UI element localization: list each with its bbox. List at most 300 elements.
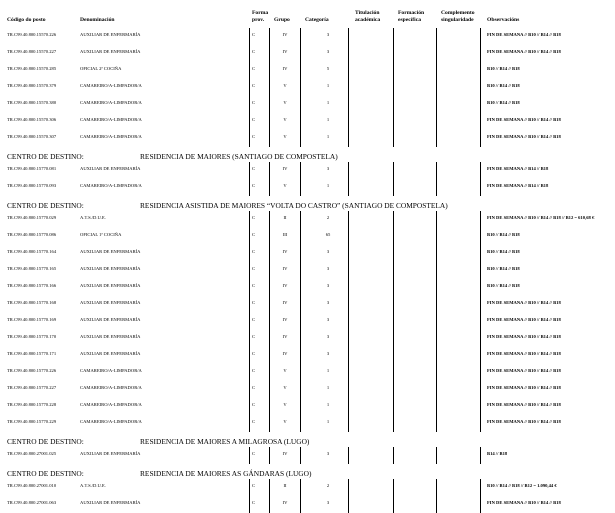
section-name: RESIDENCIA DE MAIORES AS GÁNDARAS (LUGO) xyxy=(140,469,312,478)
column-divider xyxy=(480,162,481,179)
post-denomination: AUXILIAR DE ENFERMARÍA xyxy=(80,249,141,254)
column-divider xyxy=(348,62,349,79)
column-divider xyxy=(436,113,437,130)
column-divider xyxy=(348,28,349,45)
column-divider xyxy=(393,262,394,279)
post-grupo: V xyxy=(283,419,287,424)
column-divider xyxy=(249,130,250,147)
column-divider xyxy=(300,347,301,364)
column-divider xyxy=(269,398,270,415)
post-observacions: FIN DE SEMANA // B10 // B14 // B18 xyxy=(487,117,561,122)
column-divider xyxy=(348,96,349,113)
post-denomination: CAMAREIRO/A-LIMPADOR/A xyxy=(80,117,142,122)
table-row xyxy=(0,496,615,513)
column-divider xyxy=(249,330,250,347)
post-observacions: FIN DE SEMANA // B10 // B14 // B18 xyxy=(487,317,561,322)
post-forma: C xyxy=(252,66,256,71)
column-divider xyxy=(249,415,250,432)
column-divider xyxy=(436,162,437,179)
table-row xyxy=(0,79,615,96)
post-observacions: FIN DE SEMANA // B10 // B14 // B18 xyxy=(487,134,561,139)
post-categoria: 3 xyxy=(326,49,330,54)
post-categoria: 3 xyxy=(326,500,330,505)
header-titulacion-l2: académica xyxy=(355,17,381,23)
post-categoria: 1 xyxy=(326,83,330,88)
header-formacion-l1: Formación xyxy=(398,10,425,16)
post-code: TR.C99.40.800.27001.063 xyxy=(7,500,57,505)
column-divider xyxy=(249,113,250,130)
post-denomination: AUXILIAR DE ENFERMARÍA xyxy=(80,451,141,456)
post-code: TR.C99.40.800.27001.025 xyxy=(7,451,57,456)
table-row xyxy=(0,313,615,330)
column-divider xyxy=(393,228,394,245)
post-code: TR.C99.40.800.15770.029 xyxy=(7,215,57,220)
column-divider xyxy=(393,415,394,432)
section-name: RESIDENCIA DE MAIORES (SANTIAGO DE COMPOSTELA) xyxy=(140,152,338,161)
column-divider xyxy=(269,313,270,330)
post-grupo: II xyxy=(283,483,287,488)
post-denomination: AUXILIAR DE ENFERMARÍA xyxy=(80,500,141,505)
column-divider xyxy=(393,347,394,364)
column-divider xyxy=(480,262,481,279)
post-grupo: IV xyxy=(282,500,288,505)
section-label: CENTRO DE DESTINO: xyxy=(7,152,84,161)
post-categoria: 3 xyxy=(326,283,330,288)
table-row xyxy=(0,162,615,179)
column-divider xyxy=(348,130,349,147)
post-forma: C xyxy=(252,385,256,390)
column-divider xyxy=(393,279,394,296)
post-denomination: CAMAREIRO/A-LIMPADOR/A xyxy=(80,402,142,407)
post-categoria: 3 xyxy=(326,266,330,271)
post-forma: C xyxy=(252,402,256,407)
post-grupo: IV xyxy=(282,249,288,254)
column-divider xyxy=(348,79,349,96)
column-divider xyxy=(300,79,301,96)
post-categoria: 3 xyxy=(326,249,330,254)
post-grupo: IV xyxy=(282,317,288,322)
column-divider xyxy=(436,130,437,147)
column-divider xyxy=(480,398,481,415)
column-divider xyxy=(436,347,437,364)
post-denomination: CAMAREIRO/A-LIMPADOR/A xyxy=(80,83,142,88)
column-divider xyxy=(480,447,481,464)
post-observacions: FIN DE SEMANA // B10 // B14 // B18 // B12 = 610,68 € xyxy=(487,215,595,220)
column-divider xyxy=(269,45,270,62)
post-forma: C xyxy=(252,283,256,288)
column-divider xyxy=(269,262,270,279)
table-row xyxy=(0,364,615,381)
post-observacions: B10 // B14 // B18 xyxy=(487,283,520,288)
post-grupo: IV xyxy=(282,49,288,54)
column-divider xyxy=(249,347,250,364)
column-divider xyxy=(480,496,481,513)
column-divider xyxy=(348,447,349,464)
post-forma: C xyxy=(252,232,256,237)
post-observacions: FIN DE SEMANA // B10 // B14 // B18 xyxy=(487,334,561,339)
column-divider xyxy=(300,313,301,330)
post-categoria: 3 xyxy=(326,32,330,37)
column-divider xyxy=(393,245,394,262)
column-divider xyxy=(436,262,437,279)
post-forma: C xyxy=(252,49,256,54)
column-divider xyxy=(249,211,250,228)
post-observacions: FIN DE SEMANA // B10 // B14 // B18 xyxy=(487,351,561,356)
column-divider xyxy=(269,162,270,179)
column-divider xyxy=(348,262,349,279)
column-divider xyxy=(480,479,481,496)
header-formacion-l2: específica xyxy=(398,17,421,23)
column-divider xyxy=(348,45,349,62)
post-denomination: OFICIAL 1ª COCIÑA xyxy=(80,232,122,237)
post-observacions: B10 // B14 // B18 xyxy=(487,66,520,71)
column-divider xyxy=(436,364,437,381)
post-forma: C xyxy=(252,351,256,356)
post-grupo: IV xyxy=(282,300,288,305)
column-divider xyxy=(480,211,481,228)
column-divider xyxy=(348,381,349,398)
column-divider xyxy=(348,347,349,364)
column-divider xyxy=(393,79,394,96)
post-observacions: FIN DE SEMANA // B14 // B18 xyxy=(487,183,549,188)
column-divider xyxy=(249,179,250,196)
column-divider xyxy=(300,130,301,147)
column-divider xyxy=(393,211,394,228)
post-forma: C xyxy=(252,134,256,139)
column-divider xyxy=(393,62,394,79)
post-grupo: V xyxy=(283,402,287,407)
column-divider xyxy=(249,364,250,381)
table-row xyxy=(0,28,615,45)
column-divider xyxy=(480,113,481,130)
post-forma: C xyxy=(252,117,256,122)
post-categoria: 1 xyxy=(326,402,330,407)
post-denomination: AUXILIAR DE ENFERMARÍA xyxy=(80,266,141,271)
post-denomination: A.T.S./D.U.E. xyxy=(80,483,106,488)
column-divider xyxy=(300,228,301,245)
column-divider xyxy=(300,113,301,130)
post-observacions: FIN DE SEMANA // B10 // B14 // B18 xyxy=(487,402,561,407)
column-divider xyxy=(249,262,250,279)
post-forma: C xyxy=(252,100,256,105)
column-divider xyxy=(393,381,394,398)
post-observacions: B10 // B14 // B18 xyxy=(487,83,520,88)
post-code: TR.C99.40.800.15570.379 xyxy=(7,83,57,88)
post-categoria: 3 xyxy=(326,334,330,339)
column-divider xyxy=(300,179,301,196)
post-code: TR.C99.40.800.15770.227 xyxy=(7,385,57,390)
column-divider xyxy=(480,347,481,364)
post-forma: C xyxy=(252,83,256,88)
post-code: TR.C99.40.800.15570.380 xyxy=(7,100,57,105)
column-divider xyxy=(436,28,437,45)
column-divider xyxy=(269,130,270,147)
post-categoria: 1 xyxy=(326,100,330,105)
column-divider xyxy=(300,279,301,296)
post-denomination: AUXILIAR DE ENFERMARÍA xyxy=(80,300,141,305)
column-divider xyxy=(393,45,394,62)
post-forma: C xyxy=(252,300,256,305)
post-grupo: IV xyxy=(282,166,288,171)
section-name: RESIDENCIA ASISTIDA DE MAIORES “VOLTA DO CASTRO” (SANTIAGO DE COMPOSTELA) xyxy=(140,201,448,210)
header-complemento-l2: singularidade xyxy=(441,17,474,23)
table-row xyxy=(0,113,615,130)
column-divider xyxy=(480,313,481,330)
post-code: TR.C99.40.800.15570.285 xyxy=(7,66,57,71)
column-divider xyxy=(393,398,394,415)
header-observacions: Observacións xyxy=(487,17,520,23)
section-name: RESIDENCIA DE MAIORES A MILAGROSA (LUGO) xyxy=(140,437,310,446)
post-code: TR.C99.40.800.15770.229 xyxy=(7,419,57,424)
table-row xyxy=(0,330,615,347)
column-divider xyxy=(300,415,301,432)
post-categoria: 65 xyxy=(325,232,331,237)
post-observacions: FIN DE SEMANA // B10 // B14 // B18 xyxy=(487,49,561,54)
table-row xyxy=(0,381,615,398)
column-divider xyxy=(300,479,301,496)
column-divider xyxy=(436,245,437,262)
post-denomination: AUXILIAR DE ENFERMARÍA xyxy=(80,166,141,171)
column-divider xyxy=(269,415,270,432)
post-forma: C xyxy=(252,500,256,505)
post-grupo: IV xyxy=(282,66,288,71)
column-divider xyxy=(480,364,481,381)
column-divider xyxy=(300,381,301,398)
post-observacions: B10 // B14 // B18 xyxy=(487,232,520,237)
column-divider xyxy=(269,447,270,464)
table-row xyxy=(0,262,615,279)
column-divider xyxy=(249,62,250,79)
column-divider xyxy=(300,62,301,79)
column-divider xyxy=(300,162,301,179)
table-row xyxy=(0,179,615,196)
post-grupo: IV xyxy=(282,32,288,37)
post-code: TR.C99.40.800.15770.164 xyxy=(7,249,57,254)
post-observacions: B10 // B14 // B18 xyxy=(487,249,520,254)
column-divider xyxy=(480,330,481,347)
post-denomination: AUXILIAR DE ENFERMARÍA xyxy=(80,334,141,339)
post-categoria: 1 xyxy=(326,117,330,122)
column-divider xyxy=(348,113,349,130)
column-divider xyxy=(436,479,437,496)
column-divider xyxy=(269,496,270,513)
column-divider xyxy=(269,479,270,496)
column-divider xyxy=(480,245,481,262)
column-divider xyxy=(436,228,437,245)
column-divider xyxy=(480,279,481,296)
post-code: TR.C99.40.800.15770.170 xyxy=(7,334,57,339)
post-denomination: AUXILIAR DE ENFERMARÍA xyxy=(80,32,141,37)
column-divider xyxy=(436,415,437,432)
post-code: TR.C99.40.800.15770.171 xyxy=(7,351,57,356)
post-code: TR.C99.40.800.15770.165 xyxy=(7,266,57,271)
post-observacions: FIN DE SEMANA // B10 // B14 // B18 xyxy=(487,32,561,37)
post-grupo: V xyxy=(283,117,287,122)
post-code: TR.C99.40.800.27001.010 xyxy=(7,483,57,488)
column-divider xyxy=(300,364,301,381)
column-divider xyxy=(436,79,437,96)
column-divider xyxy=(300,45,301,62)
column-divider xyxy=(348,496,349,513)
column-divider xyxy=(249,313,250,330)
post-observacions: FIN DE SEMANA // B10 // B14 // B18 xyxy=(487,500,561,505)
post-code: TR.C99.40.800.15770.086 xyxy=(7,232,57,237)
column-divider xyxy=(269,296,270,313)
post-observacions: FIN DE SEMANA // B10 // B14 // B18 xyxy=(487,368,561,373)
table-row xyxy=(0,62,615,79)
post-code: TR.C99.40.800.15770.228 xyxy=(7,402,57,407)
column-divider xyxy=(300,496,301,513)
column-divider xyxy=(300,447,301,464)
header-complemento-l1: Complemento xyxy=(441,10,475,16)
post-forma: C xyxy=(252,166,256,171)
column-divider xyxy=(348,279,349,296)
post-grupo: V xyxy=(283,83,287,88)
column-divider xyxy=(249,447,250,464)
header-denominacion: Denominación xyxy=(80,17,115,23)
table-row xyxy=(0,347,615,364)
table-row xyxy=(0,398,615,415)
column-divider xyxy=(480,415,481,432)
post-categoria: 1 xyxy=(326,134,330,139)
post-categoria: 3 xyxy=(326,451,330,456)
post-denomination: CAMAREIRO/A-LIMPADOR/A xyxy=(80,100,142,105)
column-divider xyxy=(269,28,270,45)
post-denomination: AUXILIAR DE ENFERMARÍA xyxy=(80,351,141,356)
column-divider xyxy=(480,228,481,245)
column-divider xyxy=(480,96,481,113)
post-grupo: III xyxy=(282,232,288,237)
header-titulacion-l1: Titulación xyxy=(355,10,380,16)
post-forma: C xyxy=(252,183,256,188)
header-categoria: Categoría xyxy=(305,17,329,23)
column-divider xyxy=(348,296,349,313)
table-row xyxy=(0,228,615,245)
column-divider xyxy=(348,211,349,228)
column-divider xyxy=(436,447,437,464)
post-grupo: IV xyxy=(282,334,288,339)
post-categoria: 1 xyxy=(326,385,330,390)
post-grupo: IV xyxy=(282,283,288,288)
header-forma-l1: Forma xyxy=(252,10,269,16)
column-divider xyxy=(249,479,250,496)
post-observacions: FIN DE SEMANA // B10 // B14 // B18 xyxy=(487,385,561,390)
column-divider xyxy=(269,364,270,381)
column-divider xyxy=(436,45,437,62)
column-divider xyxy=(393,330,394,347)
post-categoria: 3 xyxy=(326,166,330,171)
column-divider xyxy=(480,79,481,96)
column-divider xyxy=(436,279,437,296)
post-forma: C xyxy=(252,266,256,271)
column-divider xyxy=(348,415,349,432)
post-observacions: B10 // B14 // B18 // B12 = 1.090,44 € xyxy=(487,483,557,488)
post-forma: C xyxy=(252,483,256,488)
column-divider xyxy=(300,262,301,279)
post-forma: C xyxy=(252,334,256,339)
column-divider xyxy=(436,179,437,196)
column-divider xyxy=(436,62,437,79)
post-denomination: CAMAREIRO/A-LIMPADOR/A xyxy=(80,134,142,139)
column-divider xyxy=(393,162,394,179)
column-divider xyxy=(436,313,437,330)
post-code: TR.C99.40.800.15770.169 xyxy=(7,317,57,322)
post-grupo: V xyxy=(283,134,287,139)
post-denomination: A.T.S./D.U.E. xyxy=(80,215,106,220)
post-forma: C xyxy=(252,419,256,424)
post-denomination: AUXILIAR DE ENFERMARÍA xyxy=(80,317,141,322)
post-categoria: 2 xyxy=(326,215,330,220)
post-forma: C xyxy=(252,451,256,456)
table-row xyxy=(0,45,615,62)
post-code: TR.C99.40.800.15770.081 xyxy=(7,166,57,171)
post-code: TR.C99.40.800.15570.306 xyxy=(7,117,57,122)
post-code: TR.C99.40.800.15770.093 xyxy=(7,183,57,188)
post-categoria: 2 xyxy=(326,483,330,488)
post-grupo: IV xyxy=(282,351,288,356)
post-grupo: V xyxy=(283,100,287,105)
column-divider xyxy=(300,330,301,347)
column-divider xyxy=(348,330,349,347)
column-divider xyxy=(480,179,481,196)
post-code: TR.C99.40.800.15770.168 xyxy=(7,300,57,305)
column-divider xyxy=(249,162,250,179)
post-code: TR.C99.40.800.15570.307 xyxy=(7,134,57,139)
post-categoria: 3 xyxy=(326,300,330,305)
column-divider xyxy=(393,313,394,330)
column-divider xyxy=(436,211,437,228)
post-categoria: 3 xyxy=(326,351,330,356)
column-divider xyxy=(249,28,250,45)
column-divider xyxy=(436,296,437,313)
post-forma: C xyxy=(252,32,256,37)
column-divider xyxy=(393,179,394,196)
post-categoria: 5 xyxy=(326,66,330,71)
post-grupo: IV xyxy=(282,266,288,271)
post-code: TR.C99.40.800.15770.166 xyxy=(7,283,57,288)
section-label: CENTRO DE DESTINO: xyxy=(7,201,84,210)
column-divider xyxy=(480,381,481,398)
column-divider xyxy=(269,228,270,245)
column-divider xyxy=(269,62,270,79)
column-divider xyxy=(348,245,349,262)
post-observacions: FIN DE SEMANA // B10 // B14 // B18 xyxy=(487,419,561,424)
post-forma: C xyxy=(252,317,256,322)
column-divider xyxy=(393,130,394,147)
post-denomination: AUXILIAR DE ENFERMARÍA xyxy=(80,49,141,54)
post-code: TR.C99.40.800.15570.226 xyxy=(7,32,57,37)
post-categoria: 1 xyxy=(326,183,330,188)
post-forma: C xyxy=(252,215,256,220)
post-grupo: V xyxy=(283,385,287,390)
column-divider xyxy=(436,398,437,415)
table-row xyxy=(0,447,615,464)
column-divider xyxy=(269,79,270,96)
column-divider xyxy=(480,45,481,62)
column-divider xyxy=(436,381,437,398)
column-divider xyxy=(300,245,301,262)
table-row xyxy=(0,279,615,296)
column-divider xyxy=(300,211,301,228)
post-denomination: CAMAREIRO/A-LIMPADOR/A xyxy=(80,368,142,373)
section-label: CENTRO DE DESTINO: xyxy=(7,469,84,478)
post-grupo: IV xyxy=(282,451,288,456)
post-grupo: V xyxy=(283,368,287,373)
post-categoria: 1 xyxy=(326,368,330,373)
column-divider xyxy=(393,364,394,381)
column-divider xyxy=(300,96,301,113)
header-forma-l2: prov. xyxy=(252,17,265,23)
